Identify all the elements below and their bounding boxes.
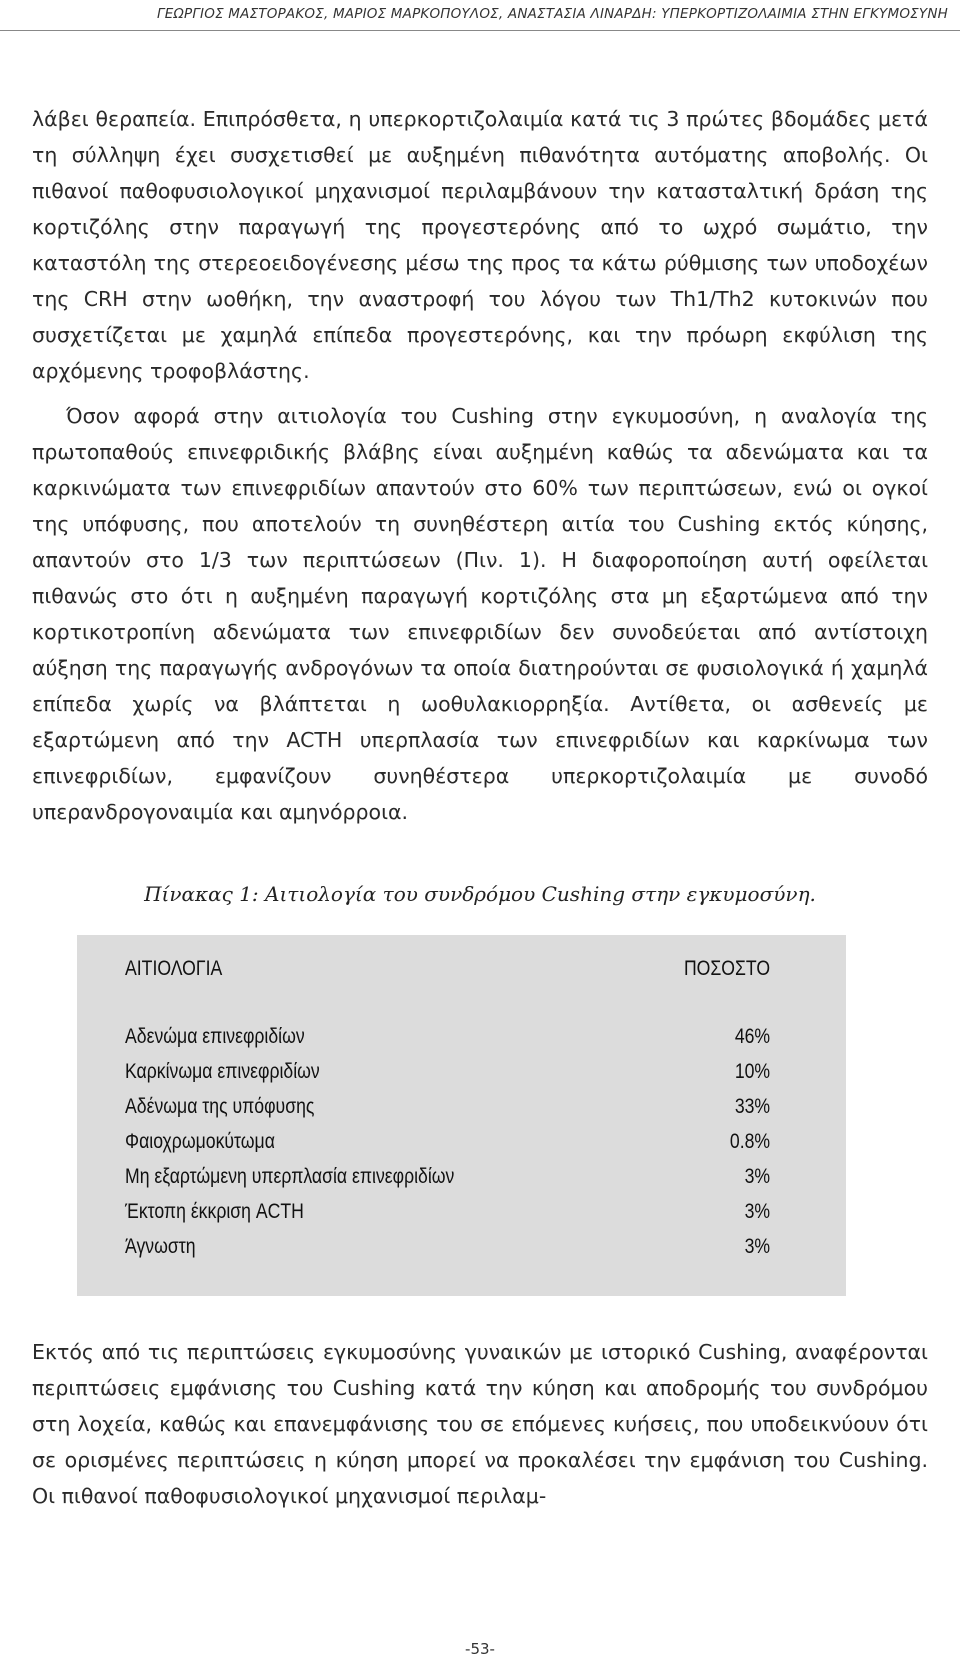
table-cell-percentage: 46% xyxy=(734,1025,771,1048)
table-header-etiology: ΑΙΤΙΟΛΟΓΙΑ xyxy=(125,957,223,980)
table-cell-etiology: Αδενώμα επινεφριδίων xyxy=(125,1025,305,1048)
table-row xyxy=(125,1165,770,1189)
table-cell-etiology: Φαιοχρωμοκύτωμα xyxy=(125,1130,275,1153)
table-cell-percentage: 3% xyxy=(744,1200,771,1223)
body-paragraph-2: Όσον αφορά στην αιτιολογία του Cushing στην εγκυμοσύνη, η αναλογία της πρωτοπαθούς επινεφριδικής βλάβης είναι αυξημένη καθώς τα αδενώματα και τα καρκινώματα των επινεφριδίων απαντούν στο 60% των περιπτώσεων, ενώ οι ογκοί της υπόφυσης, που αποτελούν τη συνηθέστερη αιτία του Cushing εκτός κύησης, απαντούν στο 1/3 των περιπτώσεων (Πιν. 1). Η διαφοροποίηση αυτή οφείλεται πιθανώς στο ότι η αυξημένη παραγωγή κορτιζόλης στα μη εξαρτώμενα από την κορτικοτροπίνη αδενώματα των επινεφριδίων δεν συνοδεύεται από αντίστοιχη αύξηση της παραγωγής ανδρογόνων τα οποία διατηρούνται σε φυσιολογικά ή χαμηλά επίπεδα χωρίς να βλάπτεται η ωοθυλακιορρηξία. Αντίθετα, οι ασθενείς με εξαρτώμενη από την ACTH υπερπλασία των επινεφριδίων και καρκίνωμα των επινεφριδίων, εμφανίζουν συνηθέστερα υπερκορτιζολαιμία με συνοδό υπερανδρογοναιμία και αμηνόρροια. xyxy=(32,404,928,824)
table-header-row xyxy=(125,957,770,981)
table-cell-percentage: 3% xyxy=(744,1165,771,1188)
etiology-table xyxy=(77,935,846,1296)
table-cell-etiology: Αδένωμα της υπόφυσης xyxy=(125,1095,315,1118)
table-cell-percentage: 10% xyxy=(734,1060,771,1083)
table-header-percentage: ΠΟΣΟΣΤΟ xyxy=(683,957,771,980)
table-cell-etiology: Έκτοπη έκκριση ACTH xyxy=(125,1200,304,1223)
table-cell-etiology: Καρκίνωμα επινεφριδίων xyxy=(125,1060,320,1083)
table-caption: Πίνακας 1: Αιτιολογία του συνδρόμου Cushing στην εγκυμοσύνη. xyxy=(144,882,816,906)
table-row xyxy=(125,1060,770,1084)
table-row xyxy=(125,1025,770,1049)
page-number: -53- xyxy=(465,1640,495,1658)
running-header: ΓΕΩΡΓΙΟΣ ΜΑΣΤΟΡΑΚΟΣ, ΜΑΡΙΟΣ ΜΑΡΚΟΠΟΥΛΟΣ, ΑΝΑΣΤΑΣΙΑ ΛΙΝΑΡΔΗ: ΥΠΕΡΚΟΡΤΙΖΟΛΑΙΜΙΑ ΣΤΗΝ ΕΓΚΥΜΟΣΥΝΗ xyxy=(157,6,948,22)
table-row xyxy=(125,1095,770,1119)
body-paragraph-3: Εκτός από τις περιπτώσεις εγκυμοσύνης γυναικών με ιστορικό Cushing, αναφέρονται περιπτώσεις εμφάνισης του Cushing κατά την κύηση και αποδρομής του συνδρόμου στη λοχεία, καθώς και επανεμφάνισης του σε επόμενες κυήσεις, που υποδεικνύουν ότι σε ορισμένες περιπτώσεις η κύηση μπορεί να προκαλέσει την εμφάνιση του Cushing. Οι πιθανοί παθοφυσιολογικοί μηχανισμοί περιλαμ- xyxy=(32,1340,928,1508)
header-divider xyxy=(0,30,960,31)
table-cell-percentage: 0.8% xyxy=(729,1130,771,1153)
table-row xyxy=(125,1200,770,1224)
table-row xyxy=(125,1235,770,1259)
table-cell-etiology: Άγνωστη xyxy=(125,1235,196,1258)
table-cell-etiology: Μη εξαρτώμενη υπερπλασία επινεφριδίων xyxy=(125,1165,455,1188)
table-cell-percentage: 33% xyxy=(734,1095,771,1118)
body-paragraph-1: λάβει θεραπεία. Επιπρόσθετα, η υπερκορτιζολαιμία κατά τις 3 πρώτες βδομάδες μετά τη σύλληψη έχει συσχετισθεί με αυξημένη πιθανότητα αυτόματης αποβολής. Οι πιθανοί παθοφυσιολογικοί μηχανισμοί περιλαμβάνουν την κατασταλτική δράση της κορτιζόλης στην παραγωγή της προγεστερόνης από το ωχρό σωμάτιο, την καταστόλη της στερεοειδογένεσης μέσω της προς τα κάτω ρύθμισης των υποδοχέων της CRH στην ωοθήκη, την αναστροφή του λόγου των Th1/Th2 κυτοκινών που συσχετίζεται με χαμηλά επίπεδα προγεστερόνης, και την πρόωρη εκφύλιση της αρχόμενης τροφοβλάστης. xyxy=(32,107,928,383)
table-row xyxy=(125,1130,770,1154)
table-cell-percentage: 3% xyxy=(744,1235,771,1258)
